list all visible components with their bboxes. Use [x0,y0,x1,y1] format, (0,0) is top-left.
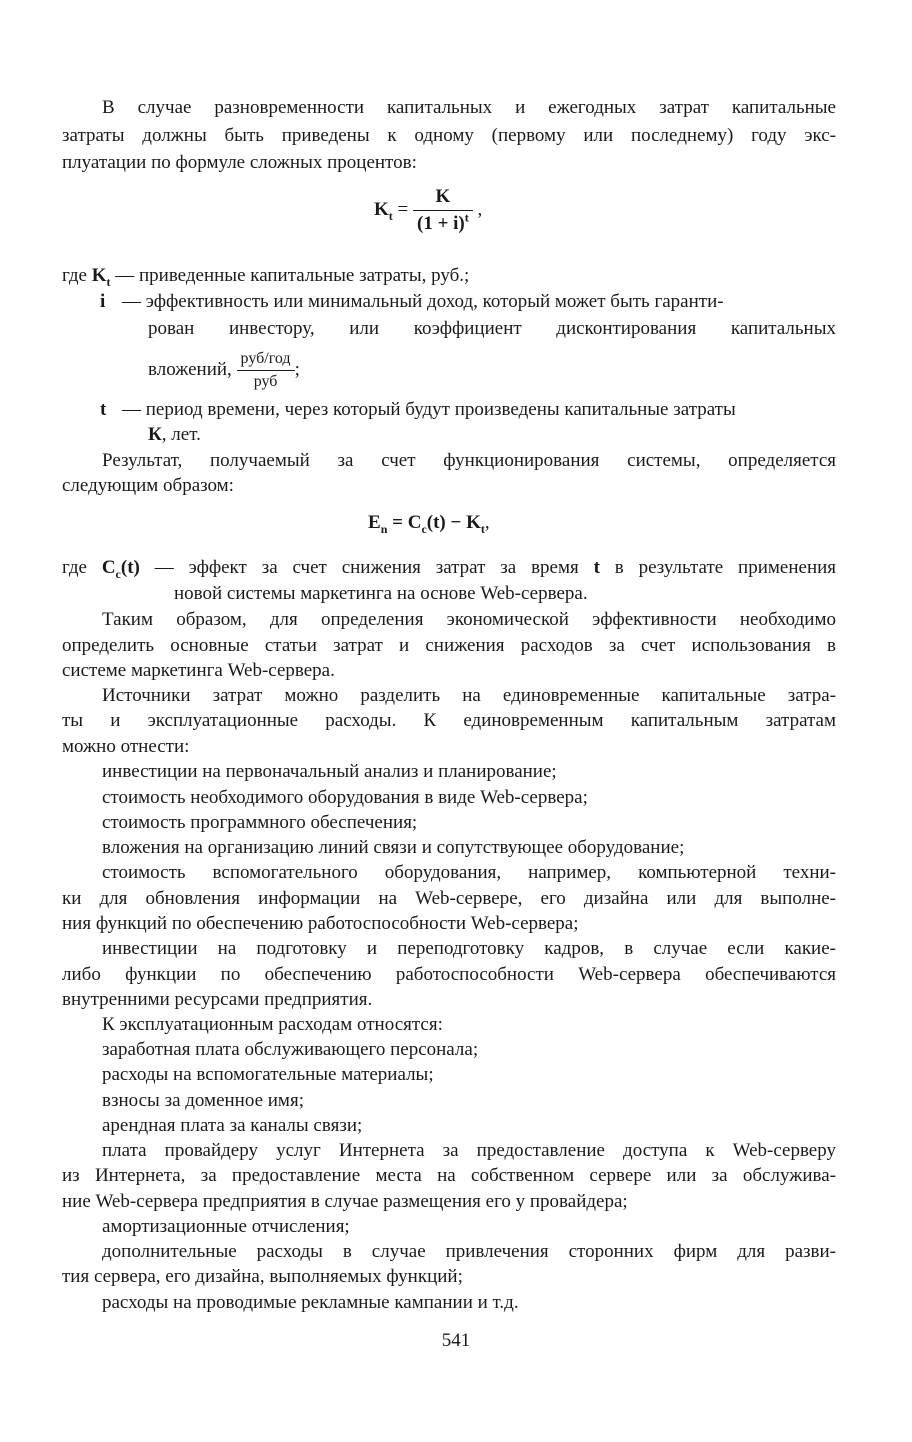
list-item: расходы на проводимые рекламные кампании и т.д. [102,1292,519,1313]
formula1-numerator: K [413,186,473,211]
list-item-cont: ние Web-сервера предприятия в случае размещения его у провайдера; [62,1191,628,1212]
formula1-eq: = [397,198,409,220]
formula1-comma: , [477,198,483,220]
list-item: инвестиции на подготовку и переподготовку кадров, в случае если какие- [102,938,836,959]
def-i-line-1: i — эффективность или минимальный доход, который может быть гаранти- [100,291,724,312]
list-item: расходы на вспомогательные материалы; [102,1064,434,1085]
def-t-line-1: t — период времени, через который будут произведены капитальные затраты [100,399,736,420]
intro-line-2: затраты должны быть приведены к одному (первому или последнему) году экс- [62,125,836,146]
def-kt: где $K_t$ — приведенные капитальные затраты, руб.; [62,265,470,289]
formula1-fraction [413,186,473,235]
para3-line-2: определить основные статьи затрат и снижения расходов за счет использования в [62,635,836,656]
para4-line-1: Источники затрат можно разделить на единовременные капитальные затра- [102,685,836,706]
list-item: плата провайдеру услуг Интернета за предоставление доступа к Web-серверу [102,1140,836,1161]
para3-line-3: системе маркетинга Web-сервера. [62,660,335,681]
page-number: 541 [441,1330,471,1351]
result-line-1: Результат, получаемый за счет функционирования системы, определяется [102,450,836,471]
list-item-cont: тия сервера, его дизайна, выполняемых функций; [62,1266,463,1287]
list-item: стоимость необходимого оборудования в виде Web-сервера; [102,787,588,808]
list-item-cont: либо функции по обеспечению работоспособности Web-сервера обеспечиваются [62,964,836,985]
def-cc-line-1: где $C_c(t)$ — эффект за счет снижения затрат за время t в результате применения [62,557,837,581]
list-item: стоимость вспомогательного оборудования, например, компьютерной техни- [102,862,836,883]
list-item: стоимость программного обеспечения; [102,812,418,833]
list-item: взносы за доменное имя; [102,1090,304,1111]
def-cc-line-2: новой системы маркетинга на основе Web-сервера. [174,583,588,604]
list-item-cont: внутренними ресурсами предприятия. [62,989,373,1010]
list-item-cont: ния функций по обеспечению работоспособности Web-сервера; [62,913,579,934]
unit-fraction: $\frac{\text{руб/год}}{\text{руб}}$ [237,350,295,391]
list-item: амортизационные отчисления; [102,1216,350,1237]
def-i-line-2: рован инвестору, или коэффициент дисконтирования капитальных [148,318,836,339]
formula-present-value [374,186,482,235]
list-item: вложения на организацию линий связи и сопутствующее оборудование; [102,837,685,858]
list-item: дополнительные расходы в случае привлечения сторонних фирм для разви- [102,1241,836,1262]
formula1-denominator: $(1 + i)^t$ [417,210,469,234]
intro-line-3: плуатации по формуле сложных процентов: [62,152,417,173]
list-item: заработная плата обслуживающего персонала; [102,1039,479,1060]
def-t-line-2: К, лет. [148,424,201,445]
para4-line-3: можно отнести: [62,736,190,757]
formula1-lhs: $K_t$ [374,198,393,223]
formula-effect: $E_n = C_c(t) - K_t$, [368,512,490,536]
para4-line-2: ты и эксплуатационные расходы. К единовременным капитальным затратам [62,710,836,731]
result-line-2: следующим образом: [62,475,234,496]
intro-line-1: В случае разновременности капитальных и ежегодных затрат капитальные [102,97,836,118]
list-item-cont: из Интернета, за предоставление места на собственном сервере или за обслужива- [62,1165,836,1186]
para3-line-1: Таким образом, для определения экономической эффективности необходимо [102,609,836,630]
def-i-line-3: вложений, $\frac{\text{руб/год}}{\text{руб}}$ ; [148,350,300,390]
list-item: инвестиции на первоначальный анализ и планирование; [102,761,557,782]
opex-intro: К эксплуатационным расходам относятся: [102,1014,443,1035]
list-item: арендная плата за каналы связи; [102,1115,363,1136]
list-item-cont: ки для обновления информации на Web-сервере, его дизайна или для выполне- [62,888,836,909]
